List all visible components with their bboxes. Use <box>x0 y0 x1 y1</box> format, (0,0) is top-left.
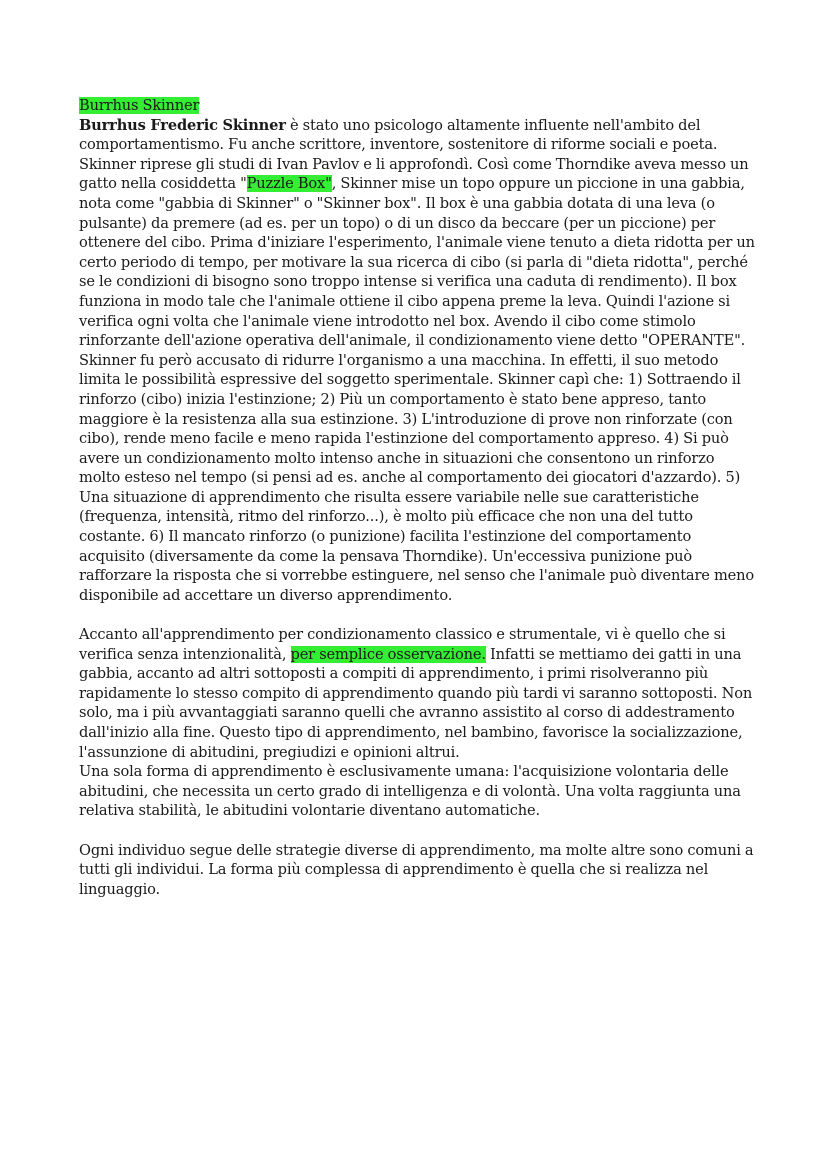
paragraph-skinner-intro <box>79 116 758 606</box>
paragraph-spacer <box>79 821 758 841</box>
paragraph-text: è stato uno psicologo altamente influente nell'ambito del comportamentismo. Fu anche scrittore, inventore, sostenitore di riforme sociali e poeta. Skinner riprese gli studi di Ivan Pavlov e li approfondì. Così come Thorndike aveva messo un gatto nella cosiddetta " <box>79 116 749 193</box>
paragraph-human-learning: Una sola forma di apprendimento è esclusivamente umana: l'acquisizione volontaria delle abitudini, che necessita un certo grado di intelligenza e di volontà. Una volta raggiunta una relativa stabilità, le abitudini volontarie diventano automatiche. <box>79 763 741 820</box>
puzzle-box-highlight: Puzzle Box" <box>246 175 332 193</box>
paragraph-text: Accanto all'apprendimento per condizionamento classico e strumentale, vi è quello che si verifica senza intenzionalità, <box>79 626 726 663</box>
skinner-full-name: Burrhus Frederic Skinner <box>79 116 286 134</box>
paragraph-spacer <box>79 605 758 625</box>
document-body <box>79 96 758 899</box>
paragraph-text: , Skinner mise un topo oppure un piccione in una gabbia, nota come "gabbia di Skinner" o "Skinner box". Il box è una gabbia dotata di una leva (o pulsante) da premere (ad es. per un topo) o di un disco da beccare (per un piccione) per ottenere del cibo. Prima d'iniziare l'esperimento, l'animale viene tenuto a dieta ridotta per un certo periodo di tempo, per motivare la sua ricerca di cibo (si parla di "dieta ridotta", perché se le condizioni di bisogno sono troppo intense si verifica una caduta di rendimento). Il box funziona in modo tale che l'animale ottiene il cibo appena preme la leva. Quindi l'azione si verifica ogni volta che l'animale viene introdotto nel box. Avendo il cibo come stimolo rinforzante dell'azione operativa dell'animale, il condizionamento viene detto "OPERANTE". Skinner fu però accusato di ridurre l'organismo a una macchina. In effetti, il suo metodo limita le possibilità espressive del soggetto sperimentale. Skinner capì che: 1) Sottraendo il rinforzo (cibo) inizia l'estinzione; 2) Più un comportamento è stato bene appreso, tanto maggiore è la resistenza alla sua estinzione. 3) L'introduzione di prove non rinforzate (con cibo), rende meno facile e meno rapida l'estinzione del comportamento appreso. 4) Si può avere un condizionamento molto intenso anche in situazioni che consentono un rinforzo molto esteso nel tempo (si pensi ad es. anche al comportamento dei giocatori d'azzardo). 5) Una situazione di apprendimento che risulta essere variabile nelle sue caratteristiche (frequenza, intensità, ritmo del rinforzo...), è molto più efficace che non una del tutto costante. 6) Il mancato rinforzo (o punizione) facilita l'estinzione del comportamento acquisito (diversamente da come la pensava Thorndike). Un'eccessiva punizione può rafforzare la risposta che si vorrebbe estinguere, nel senso che l'animale può diventare meno disponibile ad accettare un diverso apprendimento. <box>79 175 755 604</box>
paragraph-language-learning: Ogni individuo segue delle strategie diverse di apprendimento, ma molte altre sono comuni a tutti gli individui. La forma più complessa di apprendimento è quella che si realizza nel linguaggio. <box>79 841 754 898</box>
document-title <box>79 96 758 116</box>
title-highlight: Burrhus Skinner <box>79 97 200 114</box>
observation-highlight: per semplice osservazione. <box>290 645 486 663</box>
paragraph-observational-learning <box>79 625 758 762</box>
paragraph-text: Infatti se mettiamo dei gatti in una gabbia, accanto ad altri sottoposti a compiti di apprendimento, i primi risolveranno più rapidamente lo stesso compito di apprendimento quando più tardi vi saranno sottoposti. Non solo, ma i più avvantaggiati saranno quelli che avranno assistito al corso di addestramento dall'inizio alla fine. Questo tipo di apprendimento, nel bambino, favorisce la socializzazione, l'assunzione di abitudini, pregiudizi e opinioni altrui. <box>79 645 753 761</box>
